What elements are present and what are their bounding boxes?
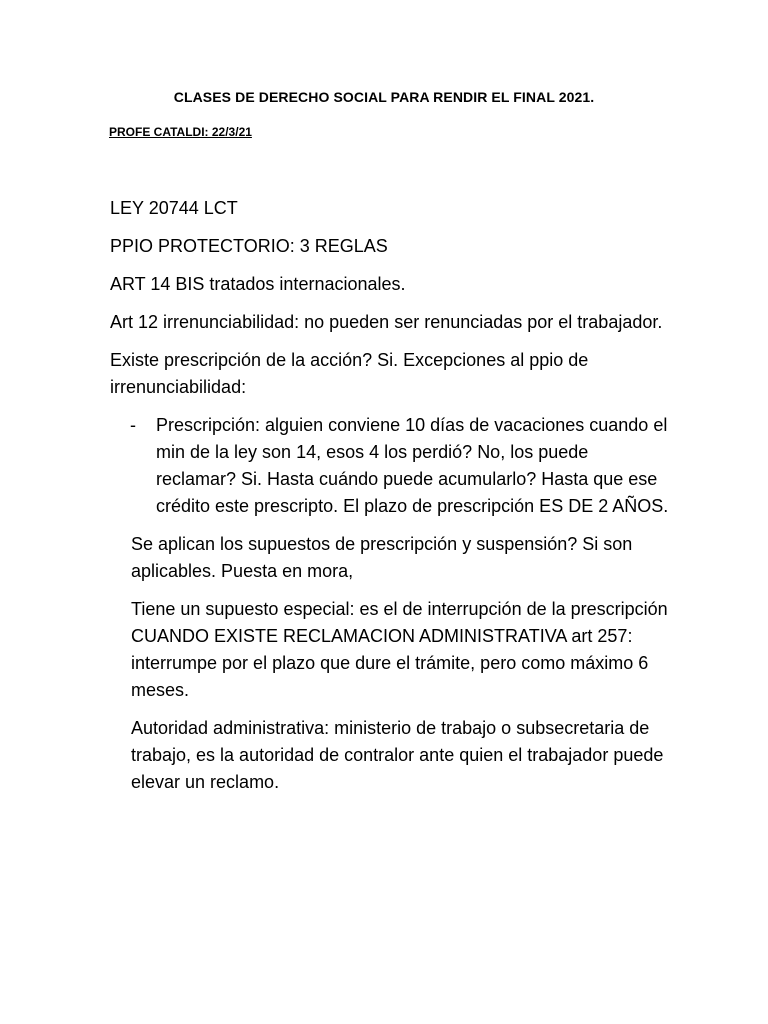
suspension-paragraph: Se aplican los supuestos de prescripción y suspensión? Si son aplicables. Puesta en mora, [131,534,633,581]
document-title: CLASES DE DERECHO SOCIAL PARA RENDIR EL FINAL 2021. [173,89,595,105]
document-subtitle: PROFE CATALDI: 22/3/21 [109,125,252,139]
article-14-line: ART 14 BIS tratados internacionales. [110,274,406,294]
prescription-bullet-text: Prescripción: alguien conviene 10 días de vacaciones cuando el min de la ley son 14, esos 4 los perdió? No, los puede reclamar? Si. Hasta cuándo puede acumularlo? Hasta que ese crédito este prescripto. El plazo de prescripción ES DE 2 AÑOS. [156,415,669,516]
bullet-dash: - [130,415,136,435]
document-body [110,195,670,807]
list-item [110,412,670,520]
interruption-paragraph: Tiene un supuesto especial: es el de interrupción de la prescripción CUANDO EXISTE RECLAMACION ADMINISTRATIVA art 257: interrumpe por el plazo que dure el trámite, pero como máximo 6 meses. [131,599,668,700]
exceptions-list [110,412,670,520]
prescription-question-paragraph: Existe prescripción de la acción? Si. Excepciones al ppio de irrenunciabilidad: [110,350,589,397]
law-line: LEY 20744 LCT [110,198,238,218]
principle-line: PPIO PROTECTORIO: 3 REGLAS [110,236,388,256]
authority-paragraph: Autoridad administrativa: ministerio de trabajo o subsecretaria de trabajo, es la autoridad de contralor ante quien el trabajador puede elevar un reclamo. [131,718,664,792]
article-12-paragraph: Art 12 irrenunciabilidad: no pueden ser renunciadas por el trabajador. [110,312,663,332]
